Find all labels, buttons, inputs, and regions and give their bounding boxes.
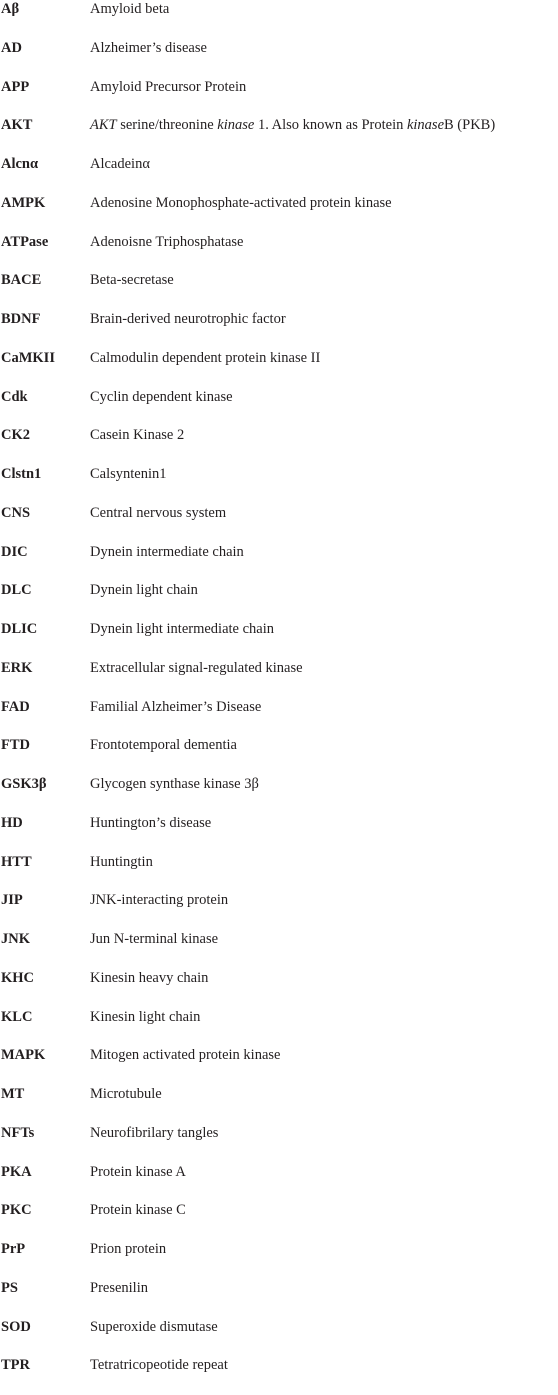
abbreviation-definition: Huntingtin (90, 853, 153, 870)
abbreviation-definition: Adenosine Monophosphate-activated protein kinase (90, 194, 392, 211)
abbreviation-row (0, 233, 558, 272)
abbreviation-row (0, 465, 558, 504)
abbreviation-definition: Dynein intermediate chain (90, 543, 244, 560)
abbreviation-term: HD (1, 814, 23, 831)
abbreviation-definition: Microtubule (90, 1086, 162, 1102)
abbreviation-definition: Calmodulin dependent protein kinase II (90, 349, 321, 366)
abbreviation-definition: Cyclin dependent kinase (90, 388, 233, 405)
abbreviation-row (0, 1124, 558, 1163)
definition-segment: AKT (90, 117, 117, 134)
abbreviation-row (0, 1240, 558, 1279)
abbreviation-term: GSK3β (1, 776, 47, 792)
abbreviation-definition: Central nervous system (90, 504, 227, 521)
abbreviation-term: Aβ (1, 1, 20, 17)
abbreviation-term: PKA (1, 1163, 32, 1180)
abbreviation-definition: Calsyntenin1 (90, 466, 167, 482)
abbreviation-definition: Superoxide dismutase (90, 1318, 218, 1335)
abbreviation-row (0, 349, 558, 388)
abbreviation-term: FTD (1, 737, 30, 754)
abbreviation-term: DLC (1, 582, 32, 599)
abbreviation-term: NFTs (1, 1124, 35, 1141)
abbreviation-row (0, 620, 558, 659)
abbreviation-term: APP (1, 78, 30, 95)
abbreviation-row (0, 1201, 558, 1240)
definition-segment: 1. Also known as Protein (254, 117, 407, 134)
abbreviation-row (0, 155, 558, 194)
abbreviation-row (0, 969, 558, 1008)
abbreviation-definition: Kinesin light chain (90, 1008, 201, 1025)
abbreviation-definition: Extracellular signal-regulated kinase (90, 659, 303, 676)
abbreviation-definition: Adenoisne Triphosphatase (90, 233, 244, 250)
abbreviation-definition: Amyloid Precursor Protein (90, 78, 247, 95)
abbreviation-term: CK2 (1, 427, 30, 444)
abbreviation-term: ATPase (1, 233, 49, 250)
abbreviation-term: HTT (1, 853, 32, 870)
abbreviation-row (0, 116, 558, 155)
abbreviation-row (0, 0, 558, 39)
abbreviation-definition: Jun N-terminal kinase (90, 931, 219, 947)
abbreviation-term: CNS (1, 504, 31, 521)
abbreviation-definition: Presenilin (90, 1279, 148, 1296)
abbreviation-row (0, 581, 558, 620)
abbreviation-term: KHC (1, 969, 35, 986)
abbreviation-row (0, 78, 558, 117)
abbreviation-term: DIC (1, 543, 28, 560)
abbreviation-row (0, 504, 558, 543)
abbreviation-row (0, 853, 558, 892)
abbreviation-term: KLC (1, 1008, 33, 1025)
abbreviation-definition: Glycogen synthase kinase 3β (90, 776, 259, 792)
abbreviation-definition: Prion protein (90, 1241, 167, 1257)
abbreviation-definition: Beta-secretase (90, 272, 174, 289)
abbreviation-definition: Protein kinase A (90, 1163, 186, 1180)
abbreviation-term: AD (1, 39, 22, 56)
abbreviation-row (0, 543, 558, 582)
abbreviation-term: JIP (1, 892, 23, 909)
abbreviation-definition: Huntington’s disease (90, 814, 212, 831)
abbreviation-term: Clstn1 (1, 466, 42, 482)
abbreviation-definition: Mitogen activated protein kinase (90, 1047, 281, 1064)
abbreviation-row (0, 1279, 558, 1318)
abbreviation-term: DLIC (1, 621, 38, 637)
abbreviation-definition: Casein Kinase 2 (90, 427, 185, 444)
abbreviation-term: BACE (1, 272, 42, 289)
abbreviation-definition: Amyloid beta (90, 1, 170, 17)
abbreviation-definition: Brain-derived neurotrophic factor (90, 311, 286, 327)
abbreviation-row (0, 1046, 558, 1085)
abbreviation-definition: Dynein light chain (90, 582, 198, 599)
abbreviation-row (0, 310, 558, 349)
abbreviation-definition: Neurofibrilary tangles (90, 1124, 219, 1141)
abbreviation-definition: Kinesin heavy chain (90, 969, 209, 986)
abbreviation-term: PS (1, 1279, 18, 1296)
abbreviation-row (0, 736, 558, 775)
abbreviation-row (0, 775, 558, 814)
abbreviation-definition: Familial Alzheimer’s Disease (90, 698, 262, 715)
abbreviation-row (0, 1008, 558, 1047)
abbreviation-term: PrP (1, 1241, 26, 1257)
abbreviation-row (0, 388, 558, 427)
abbreviation-row (0, 271, 558, 310)
abbreviation-row (0, 426, 558, 465)
abbreviation-term: MAPK (1, 1047, 46, 1064)
abbreviation-row (0, 891, 558, 930)
abbreviation-term: JNK (1, 931, 30, 947)
abbreviation-term: PKC (1, 1202, 32, 1219)
abbreviation-term: CaMKII (1, 349, 55, 366)
abbreviation-row (0, 930, 558, 969)
abbreviation-row (0, 1163, 558, 1202)
abbreviation-definition: Frontotemporal dementia (90, 737, 237, 754)
abbreviation-definition: Protein kinase C (90, 1202, 186, 1219)
abbreviation-term: AMPK (1, 194, 46, 211)
abbreviation-term: Cdk (1, 388, 28, 405)
abbreviation-term: MT (1, 1086, 25, 1102)
definition-segment: kinase (217, 117, 255, 134)
abbreviation-term: FAD (1, 698, 30, 715)
definition-segment: serine/threonine (116, 117, 218, 134)
abbreviation-term: SOD (1, 1318, 31, 1335)
abbreviation-definition: Tetratricopeotide repeat (90, 1357, 228, 1374)
abbreviation-definition (90, 116, 495, 134)
abbreviation-term: AKT (1, 117, 33, 134)
abbreviation-definition: Alzheimer’s disease (90, 39, 207, 56)
abbreviation-row (0, 1318, 558, 1357)
abbreviation-term: BDNF (1, 311, 41, 327)
abbreviation-row (0, 194, 558, 233)
abbreviation-row (0, 1356, 558, 1395)
abbreviation-term: ERK (1, 659, 33, 676)
abbreviation-row (0, 814, 558, 853)
abbreviation-term: Alcnα (1, 156, 39, 172)
definition-segment: kinase (406, 117, 445, 134)
definition-segment: B (PKB) (444, 117, 496, 134)
abbreviation-definition: Dynein light intermediate chain (90, 621, 275, 637)
abbreviation-row (0, 39, 558, 78)
abbreviation-definition: Alcadeinα (90, 156, 150, 172)
abbreviation-definition: JNK-interacting protein (90, 892, 229, 909)
abbreviation-row (0, 1085, 558, 1124)
abbreviation-row (0, 659, 558, 698)
abbreviation-term: TPR (1, 1357, 30, 1374)
abbreviation-row (0, 698, 558, 737)
